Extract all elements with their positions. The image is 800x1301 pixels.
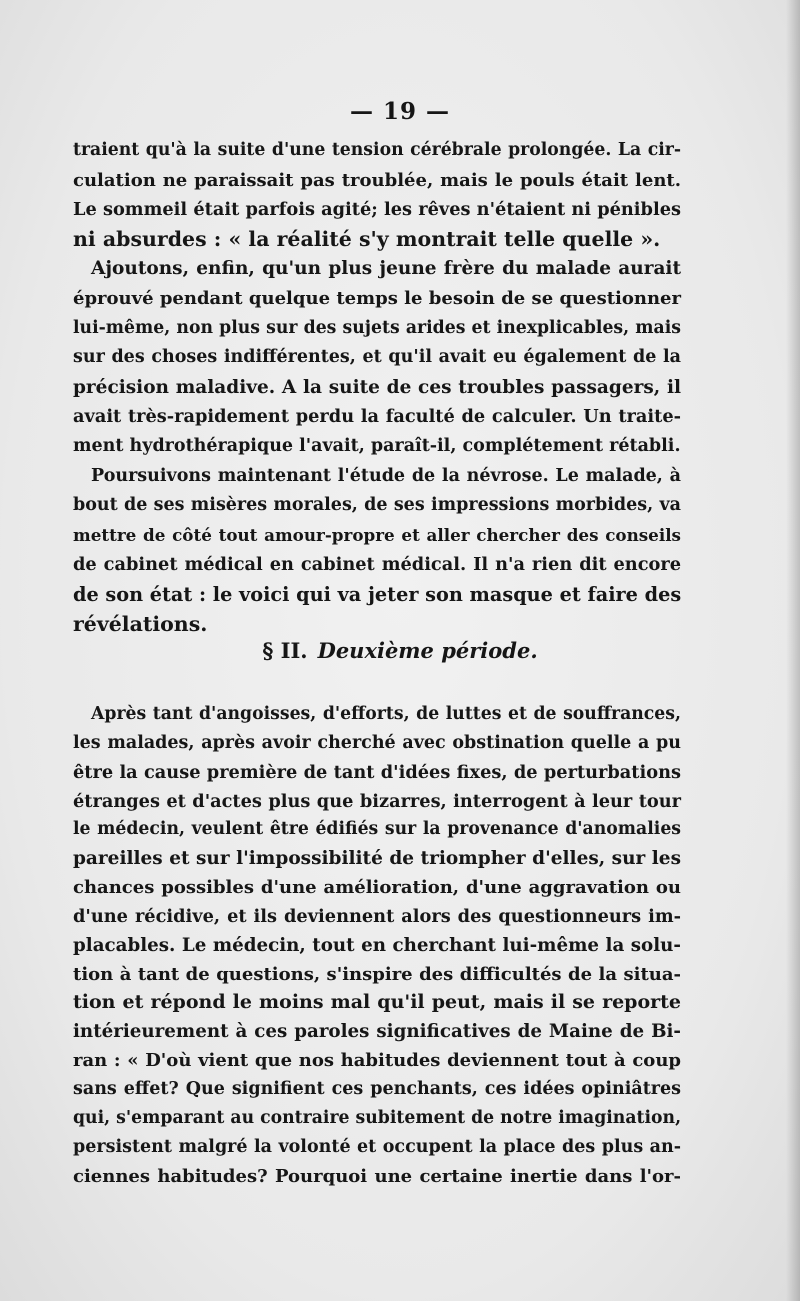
text-line: Après tant d'angoisses, d'efforts, de luttes et de souffrances, [91,704,681,724]
text-line: précision maladive. A la suite de ces troubles passagers, il [73,376,681,398]
text-line: étranges et d'actes plus que bizarres, interrogent à leur tour [73,790,681,812]
text-line: chances possibles d'une amélioration, d'une aggravation ou [73,877,681,899]
text-line: ciennes habitudes? Pourquoi une certaine inertie dans l'or- [73,1165,681,1187]
text-line: culation ne paraissait pas troublée, mais le pouls était lent. [73,169,681,191]
text-line: de cabinet médical en cabinet médical. Il n'a rien dit encore [73,554,681,576]
text-line: bout de ses misères morales, de ses impressions morbides, va [73,495,681,516]
text-block-after-section [73,700,681,1190]
text-line: pareilles et sur l'impossibilité de triompher d'elles, sur les [73,848,681,870]
text-line: tion et répond le moins mal qu'il peut, mais il se reporte [73,991,681,1014]
text-block-before-section [73,136,681,639]
text-line: d'une récidive, et ils deviennent alors des questionneurs im- [73,905,681,927]
text-line: ment hydrothérapique l'avait, paraît-il, complétement rétabli. [73,435,681,456]
text-line: tion à tant de questions, s'inspire des difficultés de la situa- [73,963,681,985]
text-line: traient qu'à la suite d'une tension cérébrale prolongée. La cir- [73,140,681,160]
text-line: Le sommeil était parfois agité; les rêves n'étaient ni pénibles [73,199,681,221]
text-line: Ajoutons, enfin, qu'un plus jeune frère du malade aurait [91,258,681,280]
text-line: ran : « D'où vient que nos habitudes deviennent tout à coup [73,1050,681,1072]
text-line: révélations. [73,611,208,636]
text-line: placables. Le médecin, tout en cherchant lui-même la solu- [73,934,681,956]
section-label: § II. [262,638,308,663]
text-line: de son état : le voici qui va jeter son masque et faire des [73,582,682,606]
text-line: être la cause première de tant d'idées fixes, de perturbations [73,761,681,783]
text-line: sur des choses indifférentes, et qu'il avait eu également de la [73,347,681,368]
text-line: les malades, après avoir cherché avec obstination quelle a pu [73,732,681,753]
text-line: le médecin, veulent être édifiés sur la provenance d'anomalies [73,819,681,840]
text-line: avait très-rapidement perdu la faculté de calculer. Un traite- [73,406,681,428]
text-line: persistent malgré la volonté et occupent la place des plus an- [73,1136,681,1157]
page-number: — 19 — [349,98,451,125]
text-line: intérieurement à ces paroles significatives de Maine de Bi- [73,1021,681,1043]
text-line: lui-même, non plus sur des sujets arides et inexplicables, mais [73,317,681,338]
text-line: éprouvé pendant quelque temps le besoin de se questionner [73,287,681,309]
text-line: Poursuivons maintenant l'étude de la névrose. Le malade, à [91,465,681,486]
text-line: sans effet? Que signifient ces penchants, ces idées opiniâtres [73,1078,681,1099]
section-heading [0,638,800,663]
text-line: mettre de côté tout amour-propre et aller chercher des conseils [73,524,681,545]
text-line: ni absurdes : « la réalité s'y montrait telle quelle ». [73,226,661,251]
text-line: qui, s'emparant au contraire subitement de notre imagination, [73,1107,682,1128]
section-title: Deuxième période. [317,638,538,663]
